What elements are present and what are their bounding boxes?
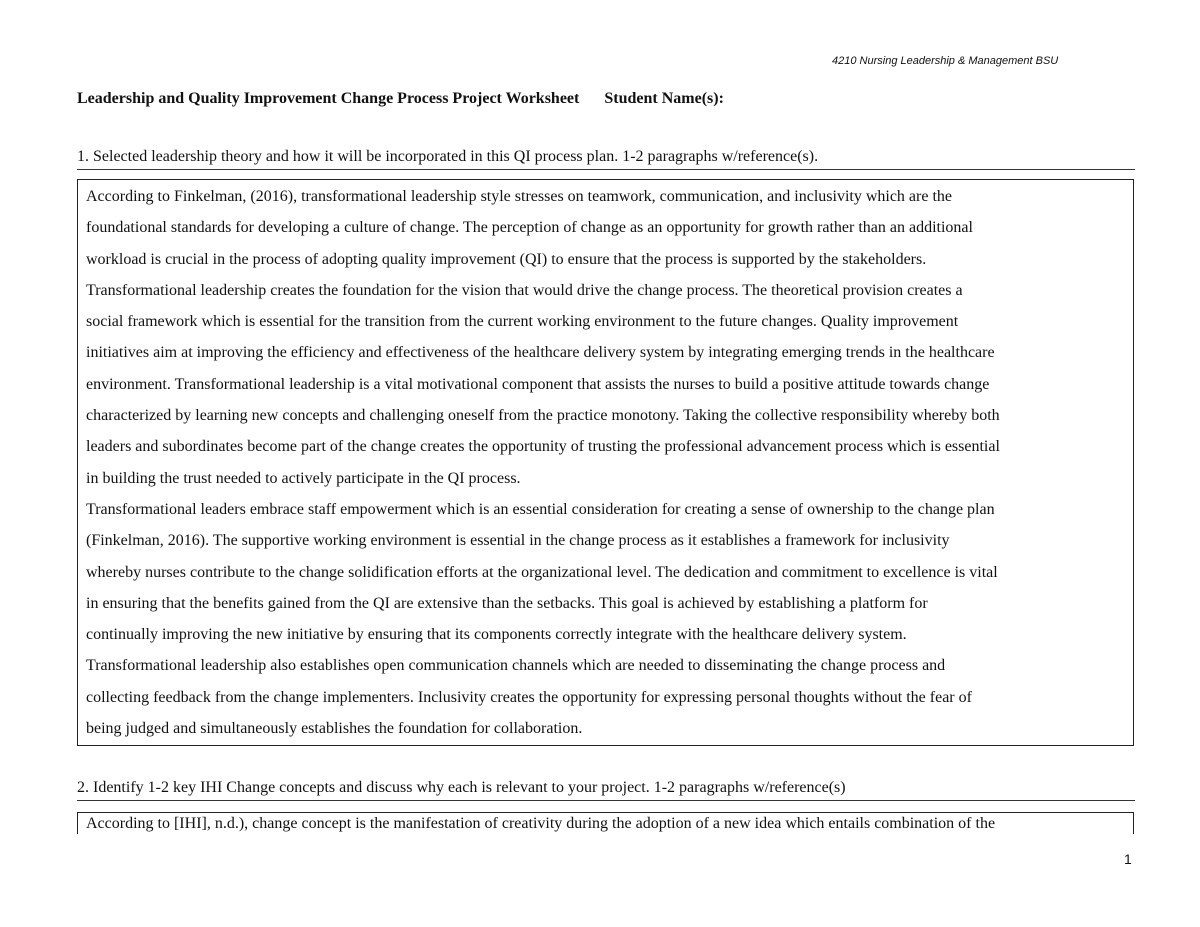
answer-line: being judged and simultaneously establishes the foundation for collaboration. [86, 720, 583, 738]
student-name-label: Student Name(s): [604, 90, 724, 107]
question-2-rule [77, 800, 1135, 801]
answer-line: continually improving the new initiative by ensuring that its components correctly integrate with the healthcare delivery system. [86, 626, 907, 644]
worksheet-title: Leadership and Quality Improvement Change Process Project Worksheet [77, 90, 580, 107]
answer-line: environment. Transformational leadership is a vital motivational component that assists the nurses to build a positive attitude towards change [86, 375, 990, 393]
answer-line: whereby nurses contribute to the change solidification efforts at the organizational level. The dedication and commitment to excellence is vital [86, 563, 998, 581]
answer-line: characterized by learning new concepts and challenging oneself from the practice monotony. Taking the collective responsibility whereby both [86, 407, 1000, 425]
answer-line: collecting feedback from the change implementers. Inclusivity creates the opportunity for expressing personal thoughts without the fear of [86, 688, 972, 706]
answer-line: Transformational leadership creates the foundation for the vision that would drive the change process. The theoretical provision creates a [86, 281, 963, 299]
answer-line: (Finkelman, 2016). The supportive working environment is essential in the change process as it establishes a framework for inclusivity [86, 532, 950, 550]
answer-line: in building the trust needed to actively participate in the QI process. [86, 469, 521, 487]
course-header-note: 4210 Nursing Leadership & Management BSU [832, 55, 1059, 67]
answer-line: leaders and subordinates become part of the change creates the opportunity of trusting the professional advancement process which is essential [86, 438, 1000, 456]
answer-line: Transformational leaders embrace staff empowerment which is an essential consideration for creating a sense of ownership to the change plan [86, 500, 995, 518]
answer-line: initiatives aim at improving the efficiency and effectiveness of the healthcare delivery system by integrating emerging trends in the healthcare [86, 344, 995, 362]
answer-line: According to [IHI], n.d.), change concept is the manifestation of creativity during the adoption of a new idea which entails combination of the [86, 815, 996, 832]
question-2-answer-box[interactable] [77, 812, 1134, 834]
answer-line: social framework which is essential for the transition from the current working environment to the future changes. Quality improvement [86, 313, 959, 331]
answer-line: in ensuring that the benefits gained from the QI are extensive than the setbacks. This goal is achieved by establishing a platform for [86, 594, 928, 612]
question-1-rule [77, 169, 1135, 170]
question-2-prompt: 2. Identify 1-2 key IHI Change concepts and discuss why each is relevant to your project. 1-2 paragraphs w/reference(s) [77, 779, 846, 796]
question-1-answer-box[interactable] [77, 179, 1134, 746]
answer-line: workload is crucial in the process of adopting quality improvement (QI) to ensure that the process is supported by the stakeholders. [86, 250, 927, 268]
answer-line: According to Finkelman, (2016), transformational leadership style stresses on teamwork, communication, and inclusivity which are the [86, 188, 953, 205]
answer-line: foundational standards for developing a culture of change. The perception of change as an opportunity for growth rather than an additional [86, 219, 973, 237]
page-number: 1 [1124, 851, 1132, 867]
worksheet-title-row [77, 90, 724, 108]
question-1-prompt: 1. Selected leadership theory and how it will be incorporated in this QI process plan. 1-2 paragraphs w/reference(s). [77, 148, 819, 165]
answer-line: Transformational leadership also establishes open communication channels which are needed to disseminating the change process and [86, 657, 946, 675]
